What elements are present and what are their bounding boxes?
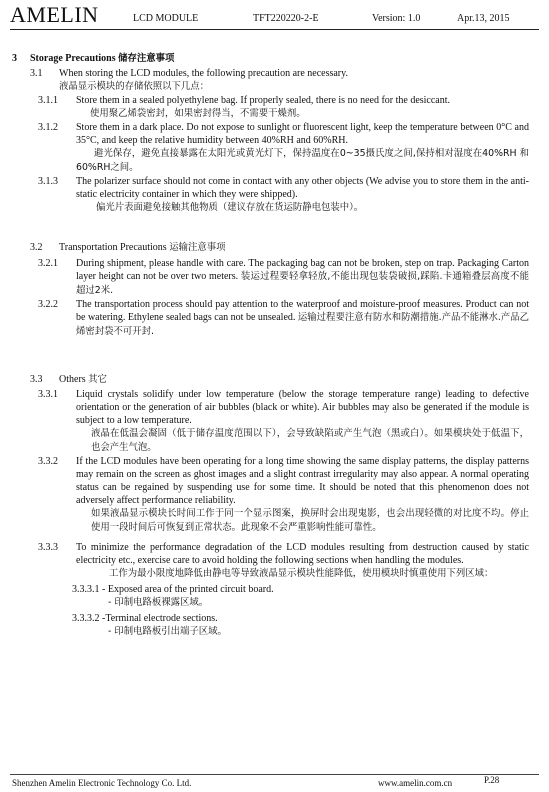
item-3-1-1: [12, 94, 529, 107]
page-footer: [10, 774, 539, 790]
item-text-zh: 运输过程要注意有防水和防潮措施.产品不能淋水.产品乙烯密封袋不可开封.: [76, 312, 529, 337]
item-text: Store them in a dark place. Do not expose to sunlight or fluorescent light, keep the temperature between 0°C and 35°C, and keep the relative humidity between 40%RH and 60%RH.: [76, 122, 529, 146]
item-number: 3.2.1: [38, 258, 58, 269]
item-number: 3.3.1: [38, 389, 58, 400]
version-label: Version: 1.0: [372, 13, 421, 24]
section-number: 3.2: [30, 242, 43, 253]
document-date: Apr.13, 2015: [457, 13, 510, 24]
section-number: 3.3: [30, 374, 43, 385]
item-text: The polarizer surface should not come in contact with any other objects (We advise you to store them in the anti-static electricity container in which they were shipped).: [76, 176, 529, 200]
item-number: 3.1.2: [38, 122, 58, 133]
item-number: 3.2.2: [38, 299, 58, 310]
item-text: During shipment, please handle with care. The packaging bag can not be broken, step on trap. Packaging Carton layer height can not be over two meters.: [76, 258, 529, 282]
section-number: 3.1: [30, 68, 43, 79]
item-3-2-1: [12, 257, 529, 298]
model-number: TFT220220-2-E: [253, 13, 319, 24]
item-3-3-3-zh: 工作为最小限度地降低由静电等导致液晶显示模块性能降低，使用模块时慎重使用下列区域：: [109, 568, 494, 579]
subitem-3-3-3-1-zh: - 印制电路板裸露区域。: [108, 597, 209, 608]
subitem-3-3-3-2: 3.3.3.2 -Terminal electrode sections.: [72, 613, 218, 624]
item-3-3-1-zh: 液晶在低温会凝固（低于储存温度范围以下），会导致缺陷或产生气泡（黑或白）。如果模块处于低温下，也会产生气泡。: [91, 428, 529, 453]
section-title: Transportation Precautions: [59, 242, 167, 253]
page-number: P.28: [484, 775, 500, 785]
section-title: Storage Precautions: [30, 53, 116, 64]
footer-rule: [10, 774, 539, 775]
section-3-1-zh: 液晶显示模块的存储依照以下几点：: [59, 81, 210, 92]
section-3-heading: [12, 52, 529, 66]
footer-company: Shenzhen Amelin Electronic Technology Co. Ltd.: [12, 778, 192, 788]
item-number: 3.3.3: [38, 542, 58, 553]
item-text: To minimize the performance degradation of the LCD modules resulting from destruction caused by static electricity etc., exercise care to avoid holding the following sections when handling the modules.: [76, 542, 529, 566]
item-text: Liquid crystals solidify under low temperature (below the storage temperature range) leading to defective orientation or the generation of air bubbles (black or white). Air bubbles may also be generated if the module is subject to a low temperature.: [76, 389, 529, 426]
item-3-3-2-zh: 如果液晶显示模块长时间工作于同一个显示图案，换屏时会出现鬼影，也会出现轻微的对比度不均。停止使用一段时间后可恢复到正常状态。此现象不会严重影响性能可靠性。: [91, 508, 529, 533]
item-3-2-2: [12, 298, 529, 339]
header-rule: [10, 29, 539, 30]
section-text: When storing the LCD modules, the following precaution are necessary.: [59, 68, 348, 79]
item-text: The transportation process should pay attention to the waterproof and moisture-proof measures. Product can not be watering. Ethylene sealed bags can not be unsealed.: [76, 299, 529, 323]
company-logo: AMELIN: [10, 2, 99, 27]
item-number: 3.1.3: [38, 176, 58, 187]
item-3-1-2-zh: 避光保存，避免直接暴露在太阳光或黄光灯下，保持温度在0~35摄氏度之间,保持相对湿度在40%RH 和 60%RH之间。: [76, 148, 529, 173]
item-number: 3.1.1: [38, 95, 58, 106]
item-text-zh: 装运过程要轻拿轻放,不能出现包装袋破损,踩陷.卡通箱叠层高度不能超过2米.: [76, 271, 530, 296]
page-header: [10, 0, 539, 32]
item-text: Store them in a sealed polyethylene bag. If properly sealed, there is no need for the desiccant.: [76, 95, 451, 106]
item-text: If the LCD modules have been operating for a long time showing the same display patterns, the display patterns may remain on the screen as ghost images and a slight contrast irregularity may also appear. A normal operating status can be regained by suspending use for some time. It should be noted that this phenomenon does not adversely affect performance reliability.: [76, 456, 529, 506]
footer-website[interactable]: www.amelin.com.cn: [378, 778, 453, 788]
item-3-1-3-zh: 偏光片表面避免接触其他物质（建议存放在货运防静电包装中）。: [96, 202, 364, 213]
item-3-1-3: [12, 175, 529, 201]
subitem-3-3-3-2-zh: - 印制电路板引出端子区域。: [108, 626, 227, 637]
section-title-zh: 其它: [88, 374, 107, 385]
section-title-zh: 储存注意事项: [118, 53, 175, 64]
document-body: [12, 52, 529, 639]
item-number: 3.3.2: [38, 456, 58, 467]
subitem-3-3-3-1: 3.3.3.1 - Exposed area of the printed circuit board.: [72, 584, 274, 595]
item-3-1-1-zh: 使用聚乙烯袋密封，如果密封得当，不需要干燥剂。: [90, 108, 306, 119]
item-3-3-3: [12, 541, 529, 567]
item-3-3-1: [12, 388, 529, 427]
section-title: Others: [59, 374, 86, 385]
section-number: 3: [12, 53, 17, 64]
section-3-3-heading: [12, 373, 529, 387]
item-3-1-2: [12, 121, 529, 147]
module-label: LCD MODULE: [133, 13, 199, 24]
section-3-2-heading: [12, 241, 529, 255]
section-3-1: [12, 67, 529, 80]
item-3-3-2: [12, 455, 529, 507]
section-title-zh: 运输注意事项: [169, 242, 226, 253]
